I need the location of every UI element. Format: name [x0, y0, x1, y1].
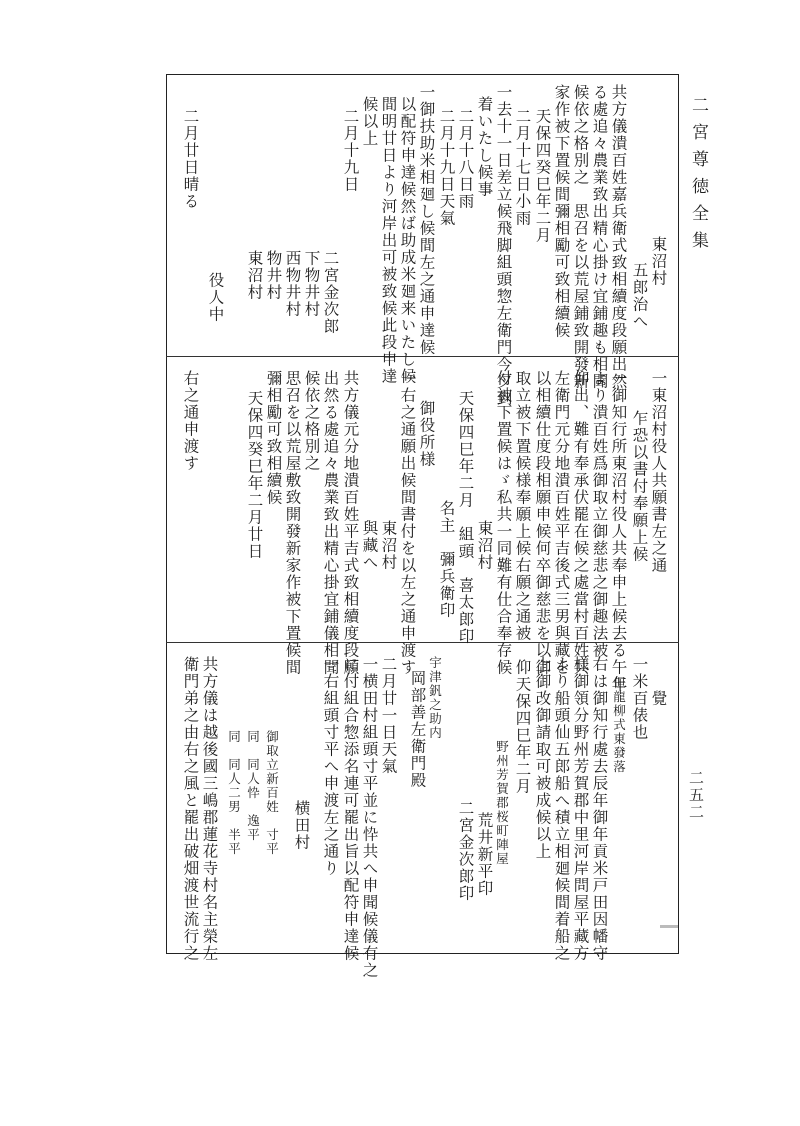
band1-col: 共方儀潰百姓嘉兵衛式致相續度段願出然 [609, 84, 628, 390]
band1-col: 西物井村 [283, 250, 302, 318]
band3-col: 但龍柳式東發落 [611, 676, 627, 774]
band1-col: 間明廿日より河岸出可被致候此段申達 [379, 96, 398, 385]
band2-col: 御役所様 [417, 400, 436, 468]
band2-col: 乍恐以書付奉願上候 [630, 410, 649, 563]
band2-col: 東沼村 [379, 520, 398, 571]
band3-col: 岡部善左衛門殿 [408, 670, 427, 789]
band3-col: 荒井新平印 [475, 812, 494, 897]
band1-col: 一去十一日差立候飛脚組頭惣左衛門今夕到 [494, 84, 513, 407]
page-number: 二五二 [687, 770, 705, 821]
band2-col: 出然る處追々農業致出精心掛宜鋪儀相聞 [321, 370, 340, 676]
band3-col: 右は御知行處去辰年御年貢米戸田因幡守 [590, 656, 609, 962]
band2-col: 一東沼村役人共願書左之通 [649, 370, 668, 574]
book-title: 二宮尊徳全集 [688, 96, 708, 258]
band2-col: 一御知行所東沼村役人共奉申上候去る午年 [609, 370, 628, 693]
band3-col: 衛門弟之由右之風と罷出破畑渡世流行之 [181, 656, 200, 962]
band2-col: 仰出、難有奉承伏罷在候之處當村百姓共 [571, 370, 590, 676]
band3-col: 同 同人忰 逸平 [245, 730, 261, 842]
band1-col: 候以上 [360, 96, 379, 147]
band3-col: 横田村 [292, 800, 311, 851]
band1-col: 二月十七日小雨 [513, 108, 532, 227]
band1-col: 役人中 [206, 272, 225, 323]
band1-col: 二宮金次郎 [321, 250, 340, 335]
band1-col: 以配符申達候然ば助成米廻来いたし候 [398, 96, 417, 385]
band3-col: 二宮金次郎印 [456, 800, 475, 902]
band1-col: 家作被下置候間彌相勵可致相續候 [552, 84, 571, 339]
band2-col: 與藏へ [360, 520, 379, 571]
band3-col: 御取立新百姓 寸平 [264, 730, 280, 856]
band3-col: 一米百俵也 [630, 656, 649, 741]
band1-col: 二月廿日晴る [181, 108, 200, 210]
band2-col: 天保四巳年二月 組頭 喜太郎印 [456, 390, 475, 645]
band1-col: 着いたし候事 [475, 96, 494, 198]
band1-col: 物井村 [264, 250, 283, 301]
band1-col: 天保四癸巳年二月 [533, 108, 552, 244]
band1-col: 候依之格別之 思召を以荒屋鋪致開發新 [571, 84, 590, 390]
band3-col: 覺 [649, 690, 668, 707]
band3-col: 宇津釩之助内 [427, 656, 443, 740]
band1-col: る處追々農業致出精心掛け宜鋪趣も相聞 [590, 84, 609, 390]
band3-col: 上御改御請取可被成候以上 [533, 656, 552, 860]
band2-col: 思召を以荒屋敷致開發新家作被下置候間 [283, 370, 302, 676]
band2-col: 以相續仕度段相願申候何卒御慈悲を以御 [533, 370, 552, 676]
band3-col: 様御領分野州芳賀郡中里河岸問屋平藏方 [571, 656, 590, 962]
band3-col: 一横田村組頭寸平並に忰共へ申聞候儀有之 [360, 656, 379, 979]
band3-col: 一右組頭寸平へ申渡左之通り [321, 656, 340, 877]
band1-col: 二月十九日 [341, 108, 360, 193]
band2-col: 彌相勵可致相續候 [264, 370, 283, 506]
band3-col: 二月廿一日天氣 [379, 656, 398, 775]
band2-col: 右之通申渡す [181, 370, 200, 472]
band1-col: 二月十八日雨 [456, 108, 475, 210]
band3-col: 野州芳賀郡桜町陣屋 [494, 740, 510, 866]
band2-col: 候依之格別之 [302, 370, 321, 472]
band2-col: 付被下置候はゞ私共一同難有仕合奉存候 [494, 370, 513, 676]
band1-col: 東沼村 [649, 236, 668, 287]
band2-col: 天保四癸巳年二月廿日 [245, 390, 264, 560]
band2-col: 一右之通願出候間書付を以左之通申渡す [398, 370, 417, 676]
band3-col: 共方儀は越後國三嶋郡蓮花寺村名主榮左 [200, 656, 219, 962]
band2-col: 左衛門元分地潰百姓平吉後式三男與藏を [552, 370, 571, 676]
band2-col: 取立被下置候様奉願上候右願之通被 仰 [513, 370, 532, 676]
band2-col: より潰百姓爲御取立御慈悲之御趣法被 [590, 370, 609, 659]
band2-col: 東沼村 [475, 520, 494, 571]
band1-col: 下物井村 [302, 250, 321, 318]
band1-col: 一御扶助米相廻し候間左之通申達候 [417, 84, 436, 356]
band3-col: に付組合惣添名連可罷出旨以配符申達候 [341, 656, 360, 962]
band3-col: より船頭仙五郎船へ積立相廻候間着船之 [552, 656, 571, 962]
band3-col: 同 同人二男 半平 [226, 730, 242, 856]
band3-col: 天保四巳年二月 [513, 676, 532, 795]
band1-col: 五郎治へ [630, 262, 649, 330]
band2-col: 名主 彌兵衛印 [437, 500, 456, 619]
band2-col: 共方儀元分地潰百姓平吉式致相續度段願 [341, 370, 360, 676]
band1-col: 二月十九日天氣 [437, 108, 456, 227]
faint-mark [660, 925, 678, 928]
band1-col: 東沼村 [245, 250, 264, 301]
